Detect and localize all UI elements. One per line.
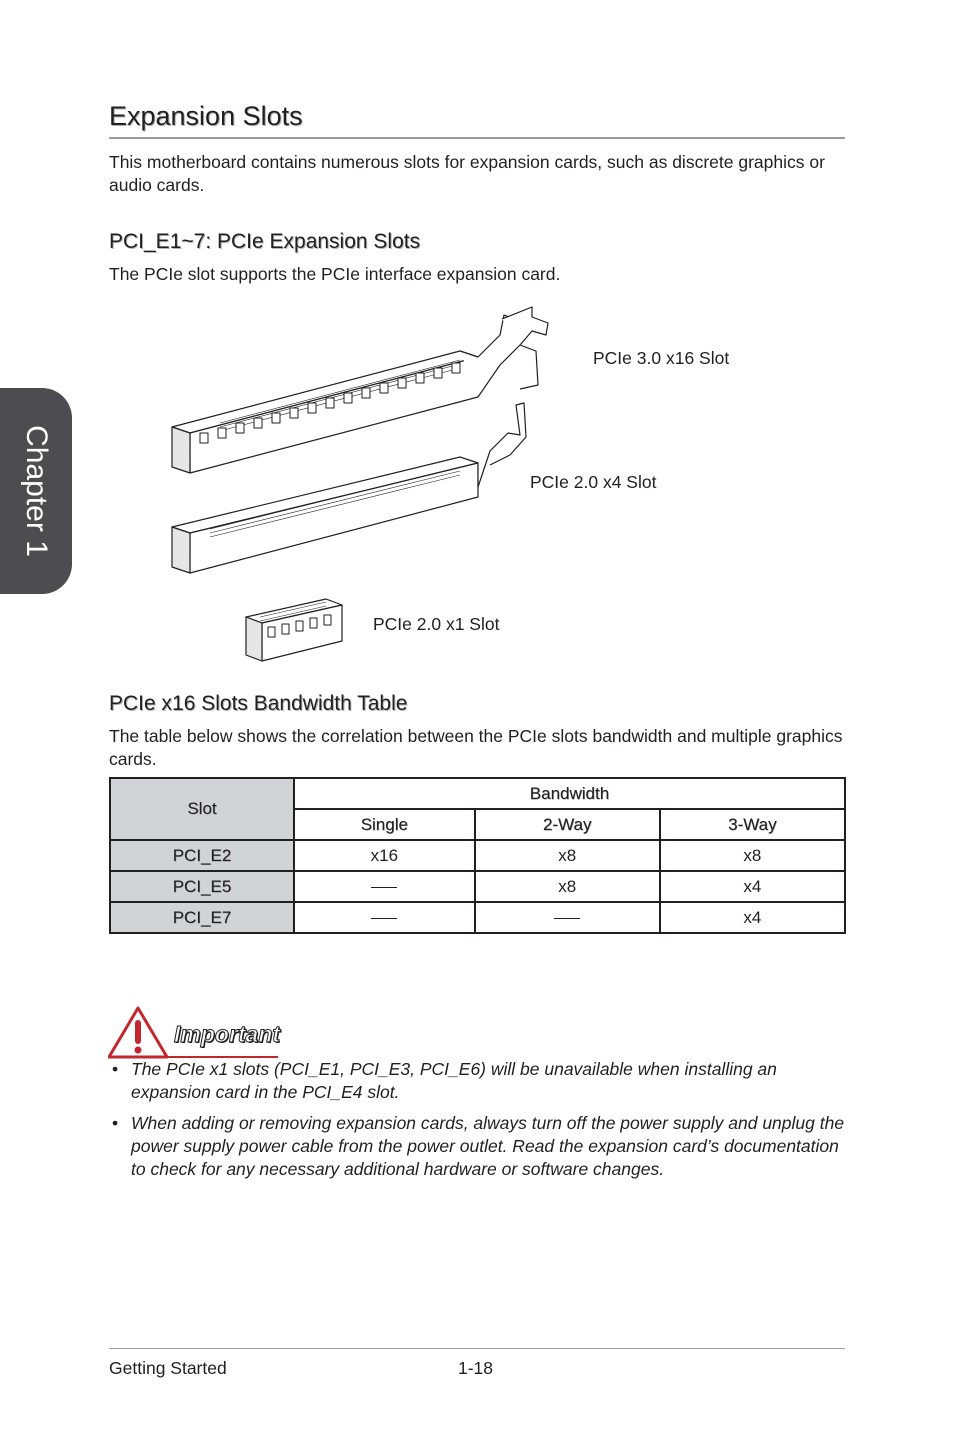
pcie-x4-label: PCIe 2.0 x4 Slot [530,472,657,492]
two-way-cell [475,902,660,933]
two-way-cell: x8 [475,871,660,902]
footer-section-name: Getting Started [109,1358,227,1378]
slot-cell: PCI_E5 [110,871,294,902]
table-row [110,902,845,933]
slot-header: Slot [110,778,294,840]
title-divider [109,137,845,139]
bandwidth-header: Bandwidth [294,778,845,809]
bandwidth-description: The table below shows the correlation between the PCIe slots bandwidth and multiple graphics cards. [109,726,843,769]
pcie-description: The PCIe slot supports the PCIe interface expansion card. [109,264,561,284]
exclamation-dot [135,1047,142,1054]
page-number: 1-18 [458,1358,494,1378]
note-item: • The PCIe x1 slots (PCI_E1, PCI_E3, PCI_E6) will be unavailable when installing an expansion card in the PCI_E4 slot. [109,1058,845,1104]
important-title: Important [174,1021,281,1047]
table-row [110,840,845,871]
table-row [110,871,845,902]
dash-mark [371,918,397,919]
pcie-x1-slot-illustration [246,599,342,661]
three-way-cell: x4 [660,871,845,902]
note-item: • When adding or removing expansion cards, always turn off the power supply and unplug the power supply power cable from the power outlet. Read the expansion card’s documentation to check for any necessary additional hardware or software changes. [109,1112,845,1181]
pcie-heading: PCI_E1~7: PCIe Expansion Slots [109,230,421,253]
three-way-cell: x4 [660,902,845,933]
two-way-cell: x8 [475,840,660,871]
pcie-x1-label: PCIe 2.0 x1 Slot [373,614,500,634]
footer-divider [109,1348,845,1349]
chapter-tab-label: Chapter 1 [20,425,53,557]
pcie-x16-label: PCIe 3.0 x16 Slot [593,348,730,368]
dash-mark [371,887,397,888]
bandwidth-table [109,777,846,934]
pcie-x16-slot-illustration [172,307,548,473]
exclamation-bar [135,1020,141,1044]
chapter-tab [0,388,72,594]
single-cell [294,871,475,902]
important-notes [109,1058,845,1189]
three-way-cell: x8 [660,840,845,871]
single-cell: x16 [294,840,475,871]
single-header: Single [294,809,475,840]
slot-cell: PCI_E7 [110,902,294,933]
dash-mark [554,918,580,919]
slot-cell: PCI_E2 [110,840,294,871]
table-header-row [110,778,845,809]
two-way-header: 2-Way [475,809,660,840]
section-intro: This motherboard contains numerous slots for expansion cards, such as discrete graphics or audio cards. [109,152,825,195]
single-cell [294,902,475,933]
three-way-header: 3-Way [660,809,845,840]
bandwidth-heading: PCIe x16 Slots Bandwidth Table [109,692,408,715]
section-title: Expansion Slots [109,101,303,131]
